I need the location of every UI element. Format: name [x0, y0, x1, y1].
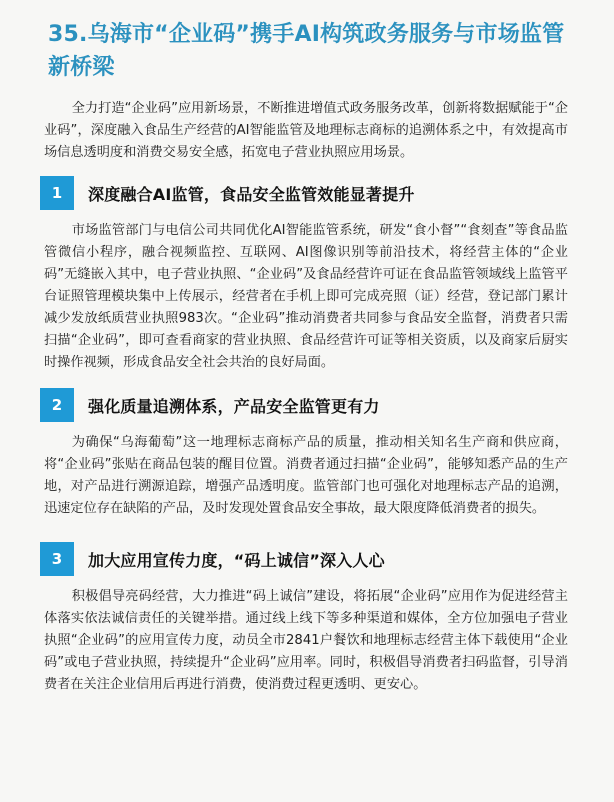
section-1-heading	[40, 176, 574, 210]
section-2-heading	[40, 388, 574, 422]
section-3-heading	[40, 542, 574, 576]
section-2-title: 强化质量追溯体系，产品安全监管更有力	[88, 396, 380, 416]
section-3-number-badge: 3	[40, 542, 74, 576]
section-2-number-badge: 2	[40, 388, 74, 422]
section-1-body: 市场监管部门与电信公司共同优化AI智能监管系统，研发“食小督”“食刻查”等食品监管微信小程序，融合视频监控、互联网、AI图像识别等前沿技术，将经营主体的“企业码”无缝嵌入其中，电子营业执照、“企业码”及食品经营许可证在食品监管领域线上监管平台证照管理模块集中上传展示，经营者在手机上即可完成亮照（证）经营，登记部门累计减少发放纸质营业执照983次。“企业码”推动消费者共同参与食品安全监督，消费者只需扫描“企业码”，即可查看商家的营业执照、食品经营许可证等相关资质，以及商家后厨实时操作视频，形成食品安全社会共治的良好局面。	[44, 223, 568, 370]
section-3-title: 加大应用宣传力度，“码上诚信”深入人心	[88, 550, 385, 570]
page-title: 35.乌海市“企业码”携手AI构筑政务服务与市场监管新桥梁	[48, 22, 565, 80]
section-3-body: 积极倡导亮码经营，大力推进“码上诚信”建设，将拓展“企业码”应用作为促进经营主体落实依法诚信责任的关键举措。通过线上线下等多种渠道和媒体，全方位加强电子营业执照“企业码”的应用宣传力度，动员全市2841户餐饮和地理标志经营主体下载使用“企业码”或电子营业执照，持续提升“企业码”应用率。同时，积极倡导消费者扫码监督，引导消费者在关注企业信用后再进行消费，使消费过程更透明、更安心。	[44, 589, 568, 692]
intro-paragraph: 全力打造“企业码”应用新场景，不断推进增值式政务服务改革，创新将数据赋能于“企业码”，深度融入食品生产经营的AI智能监管及地理标志商标的追溯体系之中，有效提高市场信息透明度和消费交易安全感，拓宽电子营业执照应用场景。	[44, 101, 568, 160]
section-1-number-badge: 1	[40, 176, 74, 210]
section-1-title: 深度融合AI监管，食品安全监管效能显著提升	[88, 184, 415, 204]
section-2-body: 为确保“乌海葡萄”这一地理标志商标产品的质量，推动相关知名生产商和供应商，将“企业码”张贴在商品包装的醒目位置。消费者通过扫描“企业码”，能够知悉产品的生产地，对产品进行溯源追踪，增强产品透明度。监管部门也可强化对地理标志产品的追溯，迅速定位存在缺陷的产品，及时发现处置食品安全事故，最大限度降低消费者的损失。	[44, 435, 568, 516]
